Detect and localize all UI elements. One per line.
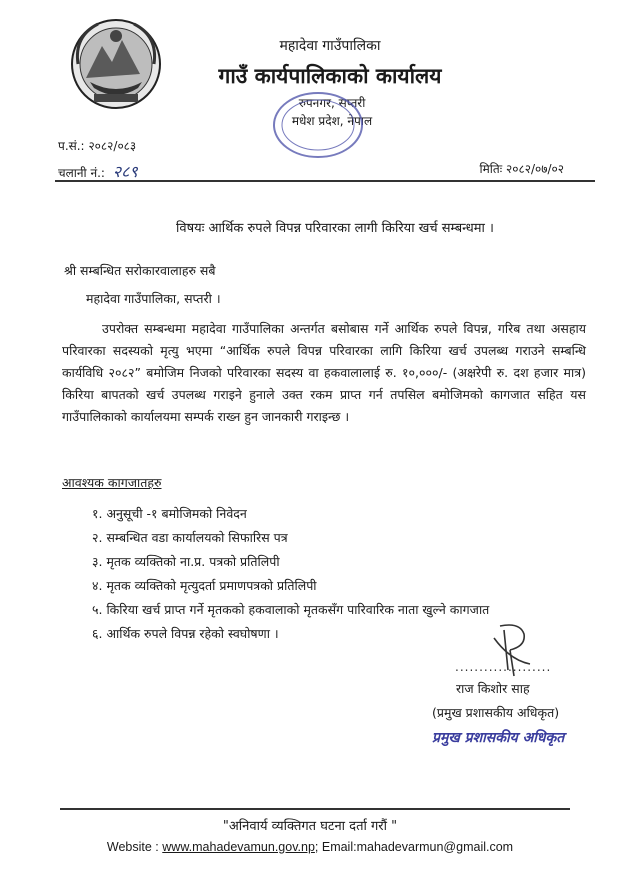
dispatch-number (58, 160, 138, 182)
dispatch-value: २८९ (112, 162, 138, 181)
signatory-name: राज किशोर साह (456, 681, 530, 696)
office-stamp-icon (270, 90, 366, 160)
list-item: ६. आर्थिक रुपले विपन्न रहेको स्वघोषणा । (92, 626, 279, 641)
list-item: १. अनुसूची -१ बमोजिमको निवेदन (92, 506, 247, 521)
signatory-title: (प्रमुख प्रशासकीय अधिकृत) (432, 705, 560, 720)
letter-body: उपरोक्त सम्बन्धमा महादेवा गाउँपालिका अन्तर्गत बसोबास गर्ने आर्थिक रुपले विपन्न, गरिब तथा असहाय परिवारका सदस्यको मृत्यु भएमा “आर्थिक रुपले विपन्न परिवारका लागि किरिया खर्च उपलब्ध गराउने सम्बन्धि कार्यविधि २०८२” बमोजिम निजको परिवारका सदस्य वा हकवालालाई रु. १०,०००/- (अक्षरेपी रु. दश हजार मात्र) किरिया बापतको खर्च उपलब्ध गराइने हुनाले उक्त रकम प्राप्त गर्न तपसिल बमोजिमको कागजात सहित यस गाउँपालिकाको कार्यालयमा सम्पर्क राख्न हुन जानकारी गराइन्छ । (62, 321, 586, 424)
footer-contact (0, 840, 620, 854)
addressee-line-2: महादेवा गाउँपालिका, सप्तरी । (86, 291, 221, 306)
website-link[interactable]: www.mahadevamun.gov.np (162, 840, 315, 854)
office-address: रुपनगर, सप्तरी (298, 96, 366, 110)
list-item: ३. मृतक व्यक्तिको ना.प्र. पत्रको प्रतिलिपी (92, 554, 280, 569)
list-item: ५. किरिया खर्च प्राप्त गर्ने मृतकको हकवालाको मृतकसँग पारिवारिक नाता खुल्ने कागजात (92, 602, 490, 617)
date-value: २०८२/०७/०२ (505, 162, 564, 176)
signature-line: .................... (455, 660, 552, 674)
email-text: ; Email:mahadevarmun@gmail.com (314, 840, 514, 854)
office-province: मधेश प्रदेश, नेपाल (291, 114, 373, 128)
footer-motto: "अनिवार्य व्यक्तिगत घटना दर्ता गरौं " (222, 819, 398, 834)
office-name: गाउँ कार्यपालिकाको कार्यालय (218, 64, 442, 88)
list-item: ४. मृतक व्यक्तिको मृत्युदर्ता प्रमाणपत्रको प्रतिलिपी (92, 578, 317, 593)
addressee-line-1: श्री सम्बन्धित सरोकारवालाहरु सबै (64, 263, 216, 278)
list-item: २. सम्बन्धित वडा कार्यालयको सिफारिस पत्र (92, 530, 288, 545)
requirements-list (92, 502, 489, 646)
letter-subject: विषयः आर्थिक रुपले विपन्न परिवारका लागी किरिया खर्च सम्बन्धमा । (176, 221, 494, 236)
letter-date (480, 160, 565, 177)
website-label: Website : (106, 840, 159, 854)
signatory-stamp: प्रमुख प्रशासकीय अधिकृत (432, 730, 565, 746)
header-divider (55, 180, 595, 182)
dispatch-label: चलानी नं.: (58, 166, 105, 180)
reference-number (58, 137, 136, 154)
municipality-name: महादेवा गाउँपालिका (279, 38, 381, 54)
footer-divider (60, 808, 570, 810)
requirements-heading: आवश्यक कागजातहरु (62, 475, 162, 490)
reference-label: प.सं.: (58, 139, 85, 153)
reference-value: २०८२/०८३ (88, 139, 137, 153)
date-label: मितिः (479, 162, 503, 176)
